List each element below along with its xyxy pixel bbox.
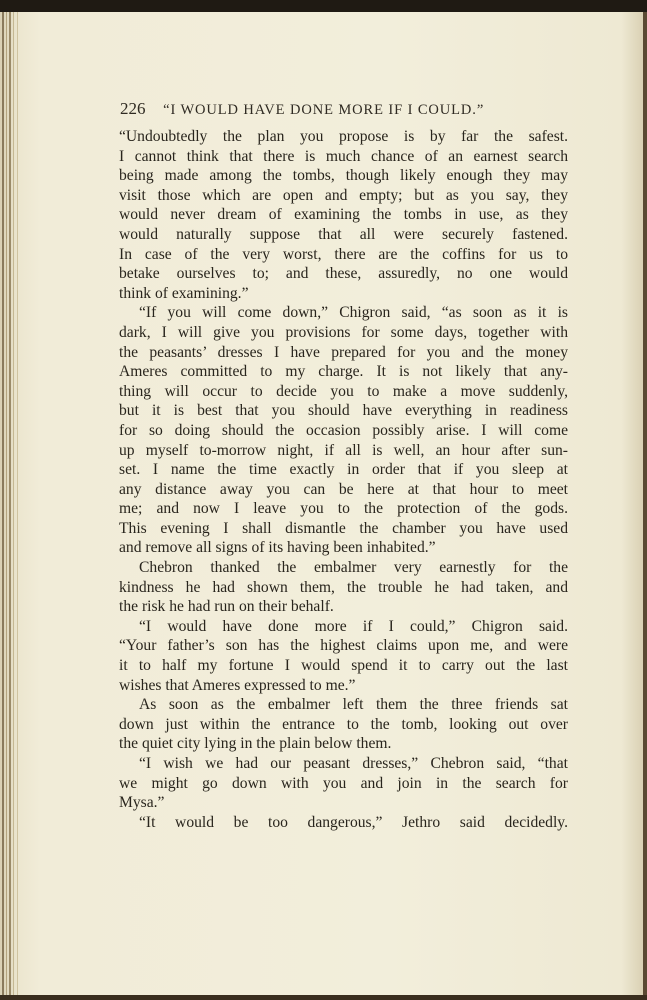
text-line: any distance away you can be here at that hour to meet — [119, 480, 568, 498]
text-line: up myself to-morrow night, if all is well, an hour after sun- — [119, 441, 568, 459]
text-line: we might go down with you and join in the search for — [119, 774, 568, 792]
bottom-page-edge — [0, 995, 647, 1000]
text-line: would naturally suppose that all were securely fastened. — [119, 225, 568, 243]
text-line: Ameres committed to my charge. It is not likely that any- — [119, 363, 568, 381]
text-line: As soon as the embalmer left them the three friends sat — [139, 696, 568, 714]
text-line: kindness he had shown them, the trouble he had taken, and — [119, 578, 568, 596]
text-line: I cannot think that there is much chance of an earnest search — [119, 147, 568, 165]
text-line: the risk he had run on their behalf. — [119, 598, 334, 616]
text-line: but it is best that you should have everything in readiness — [119, 402, 568, 420]
text-line: wishes that Ameres expressed to me.” — [119, 676, 356, 694]
body-text — [119, 127, 568, 832]
text-line: visit those which are open and empty; but as you say, they — [119, 186, 568, 204]
text-line: In case of the very worst, there are the coffins for us to — [119, 245, 568, 263]
text-line: Chebron thanked the embalmer very earnestly for the — [139, 559, 568, 577]
text-line: “If you will come down,” Chigron said, “as soon as it is — [139, 304, 568, 322]
text-line: down just within the entrance to the tomb, looking out over — [119, 715, 568, 733]
text-line: would never dream of examining the tombs in use, as they — [119, 206, 568, 224]
text-line: think of examining.” — [119, 284, 249, 302]
right-page-edge — [643, 12, 647, 1000]
text-line: This evening I shall dismantle the chamber you have used — [119, 519, 568, 537]
page-number: 226 — [120, 99, 146, 118]
text-line: the peasants’ dresses I have prepared for you and the money — [119, 343, 568, 361]
text-line: thing will occur to decide you to make a move suddenly, — [119, 382, 568, 400]
text-line: it to half my fortune I would spend it to carry out the last — [119, 657, 568, 675]
text-line: the quiet city lying in the plain below them. — [119, 735, 392, 753]
text-line: “I would have done more if I could,” Chigron said. — [139, 617, 568, 635]
text-line: for so doing should the occasion possibly arise. I will come — [119, 421, 568, 439]
text-line: being made among the tombs, though likely enough they may — [119, 167, 568, 185]
text-line: “Undoubtedly the plan you propose is by far the safest. — [119, 128, 568, 145]
page-gutter-edges — [0, 12, 24, 1000]
running-title: “I WOULD HAVE DONE MORE IF I COULD.” — [163, 102, 485, 118]
top-binding-shadow — [0, 0, 647, 12]
text-line: and remove all signs of its having been inhabited.” — [119, 539, 436, 557]
text-line: “Your father’s son has the highest claims upon me, and were — [119, 637, 568, 655]
text-line: betake ourselves to; and these, assuredly, no one would — [119, 265, 568, 283]
text-line: me; and now I leave you to the protection of the gods. — [119, 500, 568, 518]
text-line: “I wish we had our peasant dresses,” Chebron said, “that — [139, 755, 568, 772]
running-header — [120, 99, 580, 121]
text-line: set. I name the time exactly in order that if you sleep at — [119, 461, 568, 479]
text-line: “It would be too dangerous,” Jethro said decidedly. — [139, 813, 568, 831]
text-line: dark, I will give you provisions for some days, together with — [119, 323, 568, 341]
text-line: Mysa.” — [119, 794, 165, 812]
